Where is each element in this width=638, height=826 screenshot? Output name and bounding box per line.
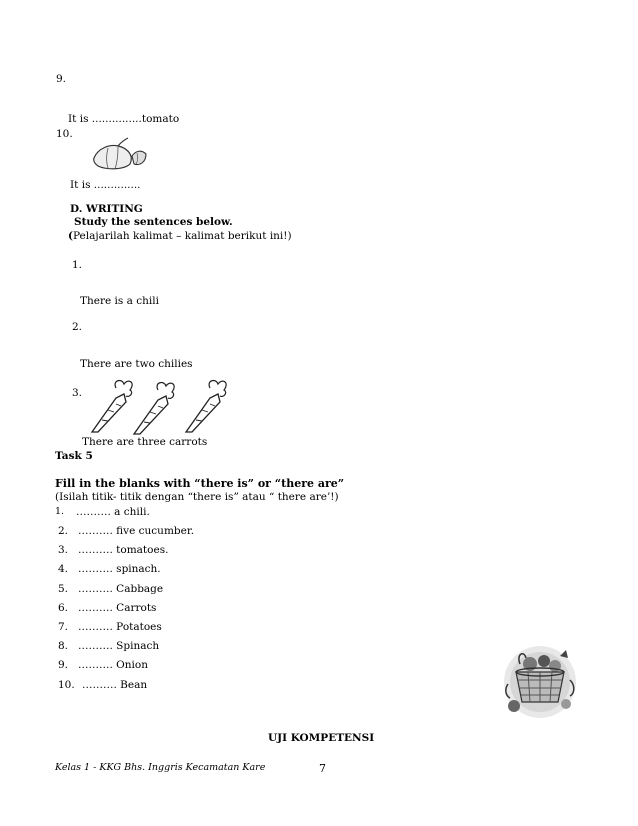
section-title: UJI KOMPETENSI xyxy=(268,732,375,744)
item-10-number: 10. xyxy=(56,128,73,140)
task5-item-text: ………. Potatoes xyxy=(78,621,162,633)
example-3-number: 3. xyxy=(72,387,83,399)
vegetable-basket-icon xyxy=(500,644,580,720)
task5-item-number: 3. xyxy=(58,544,69,556)
task5-label: Task 5 xyxy=(55,450,93,462)
task5-title: Fill in the blanks with “there is” or “there are” xyxy=(55,477,345,490)
carrots-illustration xyxy=(86,376,236,436)
task5-item-number: 10. xyxy=(58,679,75,691)
task5-item-text: ………. five cucumber. xyxy=(78,525,195,537)
task5-item-number: 9. xyxy=(58,659,69,671)
task5-instruction: (Isilah titik- titik dengan “there is” atau “ there are’!) xyxy=(55,491,339,503)
task5-item-text: ………. Carrots xyxy=(78,602,157,614)
carrot-icon xyxy=(92,381,132,432)
item-9-number: 9. xyxy=(56,73,67,85)
task5-item-number: 4. xyxy=(58,563,69,575)
example-2-number: 2. xyxy=(72,321,83,333)
task5-item-number: 8. xyxy=(58,640,69,652)
example-1-number: 1. xyxy=(72,259,83,271)
example-1-text: There is a chili xyxy=(80,295,159,307)
carrot-icon xyxy=(186,381,226,432)
task5-item-text: ………. Bean xyxy=(82,679,148,691)
writing-instruction-text: Pelajarilah kalimat – kalimat berikut ini!) xyxy=(72,230,292,242)
task5-item-text: ………. Onion xyxy=(78,659,148,671)
task5-item-text: ………. Spinach xyxy=(78,640,160,652)
example-3-text: There are three carrots xyxy=(82,436,208,448)
garlic-icon xyxy=(88,136,150,172)
task5-item-number: 2. xyxy=(58,525,69,537)
page-number: 7 xyxy=(319,762,326,775)
paren-open: ( xyxy=(68,230,73,242)
writing-subheading: Study the sentences below. xyxy=(74,216,233,228)
task5-item-text: ………. tomatoes. xyxy=(78,544,169,556)
item-10-text: It is .............. xyxy=(70,179,141,191)
task5-item-number: 1. xyxy=(55,506,65,517)
page-footer: Kelas 1 - KKG Bhs. Inggris Kecamatan Kare xyxy=(55,762,266,773)
writing-heading: D. WRITING xyxy=(70,203,143,215)
item-9-text: It is ...............tomato xyxy=(68,113,180,125)
writing-instruction xyxy=(68,231,292,242)
carrot-icon xyxy=(134,383,174,434)
task5-item-number: 6. xyxy=(58,602,69,614)
task5-item-number: 7. xyxy=(58,621,69,633)
example-2-text: There are two chilies xyxy=(80,358,193,370)
task5-item-text: ………. a chili. xyxy=(76,506,150,518)
task5-item-text: ………. spinach. xyxy=(78,563,161,575)
task5-item-text: ………. Cabbage xyxy=(78,583,164,595)
task5-item-number: 5. xyxy=(58,583,69,595)
